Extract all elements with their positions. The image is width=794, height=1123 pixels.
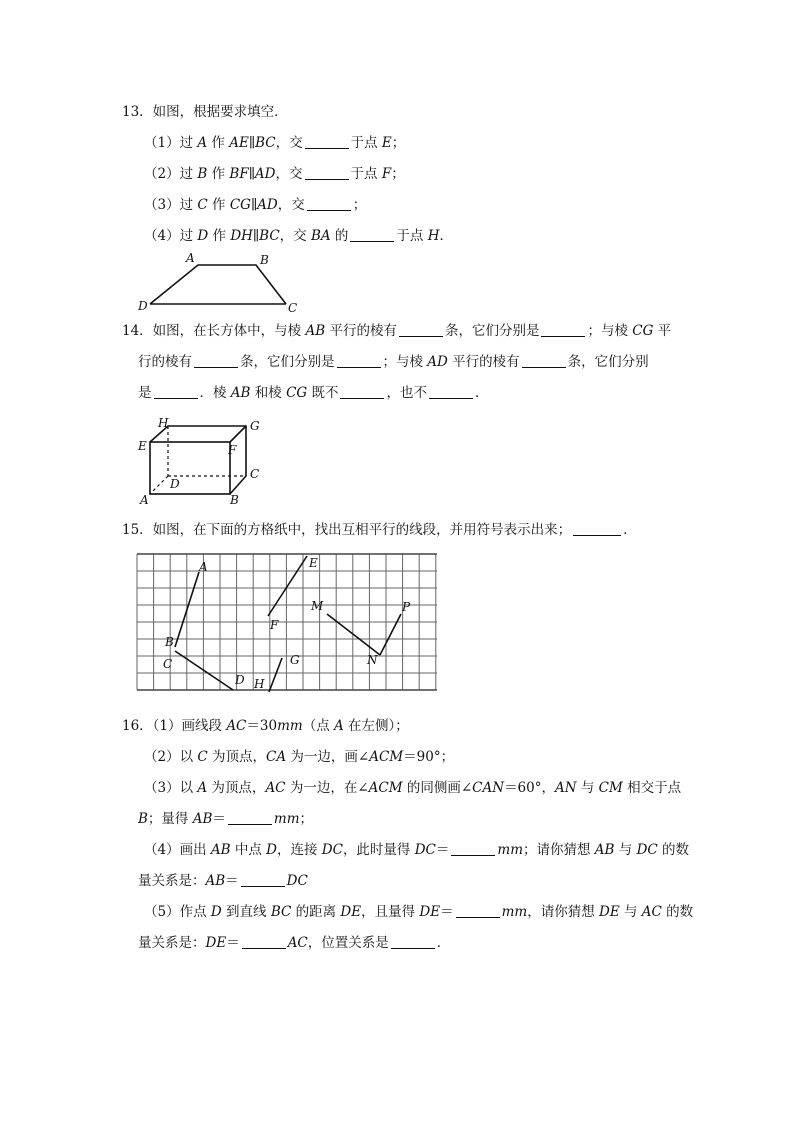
cuboid-back-edges [150, 426, 246, 494]
q16-item-4-cont: 量关系是：AB＝ DC [138, 873, 308, 889]
answer-blank[interactable] [228, 823, 272, 825]
cuboid-figure [136, 416, 276, 508]
label-A: A [186, 251, 195, 265]
answer-blank[interactable] [242, 947, 286, 949]
answer-blank[interactable] [305, 178, 349, 180]
trapezoid-sides [150, 265, 286, 304]
cuboid-front-face [150, 442, 230, 494]
segment-gh [269, 658, 282, 692]
q16-item-5-cont: 量关系是：DE＝ AC，位置关系是 ． [138, 935, 451, 951]
grid-paper-figure [137, 554, 439, 694]
q16-item-3: （3）以 A 为顶点，AC 为一边，在∠ACM 的同侧画∠CAN＝60°，AN 与 CM 相交于点 [144, 780, 682, 796]
label-E: E [309, 556, 318, 570]
q15-text: 15．如图，在下面的方格纸中，找出互相平行的线段，并用符号表示出来； ． [122, 522, 637, 538]
label-M: M [311, 599, 324, 613]
label-F: F [228, 443, 237, 457]
q16-item-4: （4）画出 AB 中点 D，连接 DC，此时量得 DC＝ mm；请你猜想 AB 与 DC 的数 [144, 842, 690, 858]
label-G: G [250, 419, 260, 433]
label-C: C [288, 301, 298, 315]
answer-blank[interactable] [399, 335, 443, 337]
segment-cd [175, 651, 233, 690]
q16-item-1: 16．（1）画线段 AC＝30mm（点 A 在左侧）； [122, 718, 409, 734]
q14-line-2: 行的棱有 条，它们分别是 ；与棱 AD 平行的棱有 条，它们分别 [138, 354, 649, 370]
label-B: B [165, 635, 174, 649]
answer-blank[interactable] [307, 209, 351, 211]
label-D: D [170, 477, 180, 491]
answer-blank[interactable] [522, 366, 566, 368]
q16-item-2: （2）以 C 为顶点，CA 为一边，画∠ACM＝90°； [144, 749, 455, 765]
cuboid-hidden-da [150, 476, 168, 494]
answer-blank[interactable] [154, 397, 198, 399]
label-C: C [163, 657, 173, 671]
answer-blank[interactable] [429, 397, 473, 399]
answer-blank[interactable] [541, 335, 585, 337]
q13-item-2: （2）过 B 作 BF∥AD，交 于点 F； [144, 166, 405, 182]
label-A: A [199, 560, 208, 574]
segment-ef [268, 556, 307, 616]
label-D: D [138, 299, 148, 313]
answer-blank[interactable] [241, 885, 285, 887]
answer-blank[interactable] [350, 240, 394, 242]
answer-blank[interactable] [337, 366, 381, 368]
label-C: C [250, 467, 260, 481]
answer-blank[interactable] [573, 534, 621, 536]
answer-blank[interactable] [456, 916, 500, 918]
label-D: D [235, 673, 245, 687]
trapezoid-figure [136, 252, 306, 316]
answer-blank[interactable] [391, 947, 435, 949]
label-G: G [290, 653, 300, 667]
q13-item-1: （1）过 A 作 AE∥BC，交 于点 E； [144, 135, 406, 151]
q13-item-3: （3）过 C 作 CG∥AD，交 ； [144, 197, 367, 213]
label-H: H [158, 416, 169, 430]
q16-item-5: （5）作点 D 到直线 BC 的距离 DE，且量得 DE＝ mm，请你猜想 DE 与 AC 的数 [144, 904, 694, 920]
label-E: E [138, 439, 147, 453]
segment-mn [327, 614, 380, 655]
q14-line-1: 14．如图，在长方体中，与棱 AB 平行的棱有 条，它们分别是 ；与棱 CG 平 [122, 323, 672, 339]
label-H: H [254, 677, 265, 691]
q13-item-4: （4）过 D 作 DH∥BC，交 BA 的 于点 H． [144, 228, 453, 244]
segment-np [380, 614, 401, 655]
label-A: A [140, 493, 149, 507]
label-P: P [402, 600, 411, 614]
label-F: F [270, 618, 279, 632]
label-B: B [260, 253, 269, 267]
answer-blank[interactable] [305, 147, 349, 149]
label-N: N [367, 653, 378, 667]
answer-blank[interactable] [451, 854, 495, 856]
answer-blank[interactable] [194, 366, 238, 368]
q16-item-3-cont: B；量得 AB＝ mm； [138, 811, 313, 827]
label-B: B [230, 493, 239, 507]
answer-blank[interactable] [340, 397, 384, 399]
q13-title: 13．如图，根据要求填空． [122, 104, 288, 120]
grid-lines [137, 554, 437, 690]
q14-line-3: 是 ．棱 AB 和棱 CG 既不 ，也不 ． [138, 385, 489, 401]
cuboid-edge-fg [230, 426, 246, 442]
